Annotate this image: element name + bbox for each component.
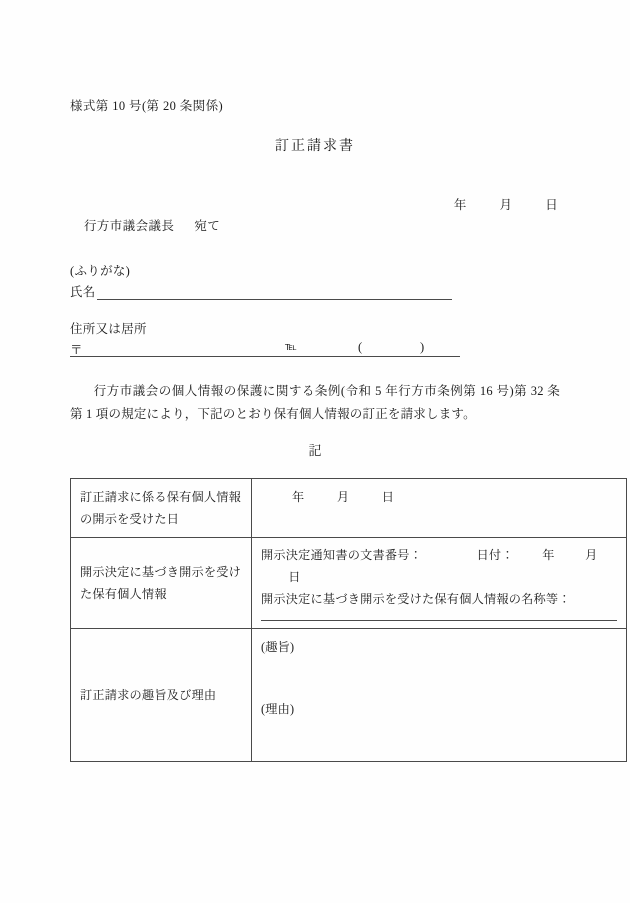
doc-date-label: 日付：	[476, 548, 514, 562]
row-label-disclosed-info: 開示決定に基づき開示を受けた保有個人情報	[71, 538, 252, 629]
doc-number-line	[261, 544, 617, 588]
row-label-disclosure-date: 訂正請求に係る保有個人情報の開示を受けた日	[71, 479, 252, 538]
purpose-label: (趣旨)	[261, 640, 295, 654]
date-month: 月	[499, 198, 513, 212]
table-row	[71, 538, 627, 629]
doc-number-label: 開示決定通知書の文書番号：	[261, 548, 423, 562]
date-day: 日	[545, 198, 558, 212]
info-name-input-rule[interactable]	[261, 618, 617, 621]
postal-code-symbol: 〒	[70, 343, 83, 357]
address-field-row[interactable]	[70, 340, 460, 357]
paren-close: )	[420, 340, 425, 354]
request-details-table	[70, 478, 627, 762]
address-input-rule[interactable]	[70, 356, 460, 357]
doc-day: 日	[288, 570, 301, 584]
addressee-name: 行方市議会議長	[84, 219, 175, 233]
doc-year: 年	[542, 548, 555, 562]
addressee-suffix: 宛て	[194, 219, 221, 233]
month-field: 月	[336, 490, 350, 504]
info-name-line: 開示決定に基づき開示を受けた保有個人情報の名称等：	[261, 592, 571, 606]
doc-month: 月	[585, 548, 598, 562]
address-label: 住所又は居所	[70, 322, 147, 336]
name-input-rule[interactable]	[97, 285, 452, 300]
paren-open: (	[358, 340, 363, 354]
name-field-row	[70, 282, 452, 300]
table-row	[71, 479, 627, 538]
form-number: 様式第 10 号(第 20 条関係)	[70, 99, 224, 113]
row-value-disclosed-info[interactable]	[252, 538, 627, 629]
ki-marker: 記	[308, 443, 322, 458]
row-value-disclosure-date[interactable]	[252, 479, 627, 538]
reason-label: (理由)	[261, 702, 295, 716]
addressee-line	[84, 216, 220, 234]
table-row	[71, 629, 627, 762]
row-value-purpose-and-reason[interactable]	[252, 629, 627, 762]
day-field: 日	[381, 490, 395, 504]
body-paragraph: 行方市議会の個人情報の保護に関する条例(令和 5 年行方市条例第 16 号)第 32 条第 1 項の規定により，下記のとおり保有個人情報の訂正を請求します。	[70, 384, 560, 421]
year-field: 年	[292, 490, 305, 504]
furigana-label: (ふりがな)	[70, 264, 131, 278]
name-label: 氏名	[70, 285, 96, 299]
date-line	[454, 195, 558, 213]
date-year: 年	[453, 198, 467, 212]
telephone-icon: ℡	[285, 341, 298, 353]
page-title: 訂正請求書	[275, 139, 355, 154]
row-label-purpose-and-reason: 訂正請求の趣旨及び理由	[71, 629, 252, 762]
